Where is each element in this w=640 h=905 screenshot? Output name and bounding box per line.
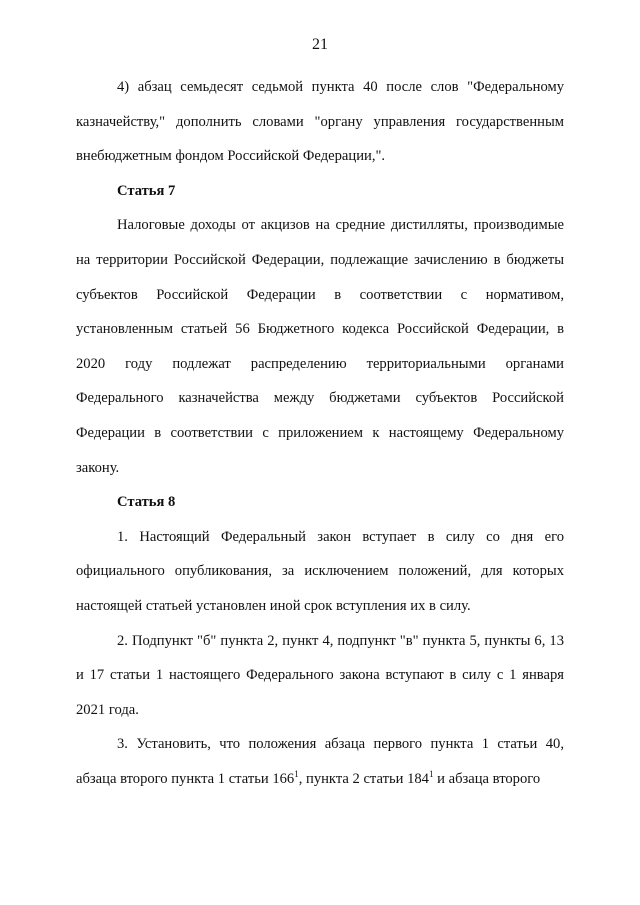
- paragraph-text-part: , пункта 2 статьи 184: [298, 770, 429, 787]
- paragraph-text-part: 3. Установить, что положения абзаца первого пункта 1 статьи 40, абзаца второго пункта 1 статьи 166: [76, 736, 564, 787]
- paragraph-text-part: и абзаца второго: [433, 770, 541, 787]
- heading-article-8: Статья 8: [117, 494, 176, 511]
- paragraph-article-8-item-3: [76, 727, 564, 796]
- superscript: 1: [294, 769, 299, 780]
- paragraph-article-7: Налоговые доходы от акцизов на средние дистилляты, производимые на территории Российской Федерации, подлежащие зачислению в бюджеты субъектов Российской Федерации в соответствии с нормативом, установленным статьей 56 Бюджетного кодекса Российской Федерации, в 2020 году подлежат распределению территориальными органами Федерального казначейства между бюджетами субъектов Российской Федерации в соответствии с приложением к настоящему Федеральному закону.: [76, 217, 564, 476]
- superscript: 1: [428, 769, 434, 780]
- heading-article-7: Статья 7: [117, 182, 176, 199]
- page-number: 21: [312, 36, 328, 53]
- paragraph-article-8-item-1: 1. Настоящий Федеральный закон вступает в силу со дня его официального опубликования, за исключением положений, для которых настоящей статьей установлен иной срок вступления их в силу.: [76, 528, 564, 614]
- paragraph-amendment-4: 4) абзац семьдесят седьмой пункта 40 после слов "Федеральному казначейству," дополнить словами "органу управления государственным внебюджетным фондом Российской Федерации,".: [76, 79, 564, 165]
- document-body: [76, 70, 564, 796]
- paragraph-article-8-item-2: 2. Подпункт "б" пункта 2, пункт 4, подпункт "в" пункта 5, пункты 6, 13 и 17 статьи 1 настоящего Федерального закона вступают в силу с 1 января 2021 года.: [76, 632, 564, 718]
